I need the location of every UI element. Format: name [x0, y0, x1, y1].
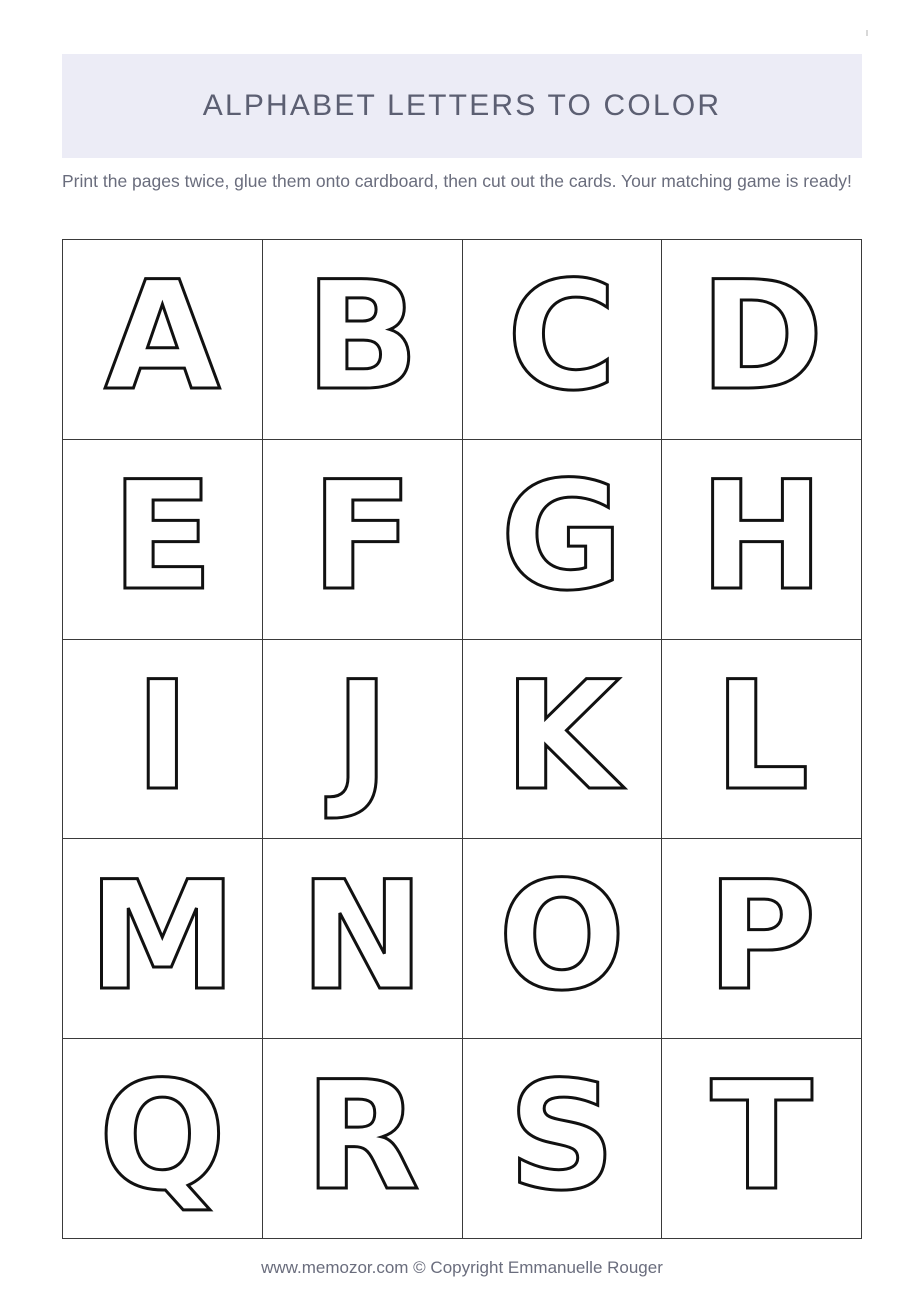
letter-card: [63, 440, 263, 640]
letter-card: [662, 640, 862, 840]
letter-glyph: P: [706, 849, 817, 1024]
letter-card: [463, 640, 663, 840]
letter-glyph: S: [507, 1049, 616, 1224]
letter-card: [263, 1039, 463, 1239]
title-banner: [62, 54, 862, 158]
letter-glyph: T: [710, 1049, 813, 1224]
letter-card: [662, 839, 862, 1039]
letter-card: [463, 240, 663, 440]
letter-glyph: N: [299, 849, 425, 1024]
letter-glyph: R: [304, 1049, 420, 1224]
letter-glyph: C: [506, 250, 617, 425]
footer-copyright: www.memozor.com © Copyright Emmanuelle Rouger: [261, 1258, 663, 1277]
letter-glyph: L: [713, 649, 810, 824]
letter-glyph: G: [500, 450, 624, 625]
letter-card: [662, 240, 862, 440]
letter-glyph: F: [310, 450, 414, 625]
letter-card: [662, 1039, 862, 1239]
letter-card: [263, 240, 463, 440]
letter-card: [662, 440, 862, 640]
letter-card: [63, 1039, 263, 1239]
letter-glyph: J: [334, 649, 391, 824]
letter-glyph: I: [134, 649, 191, 824]
letter-glyph: E: [111, 450, 214, 625]
letter-card: [63, 839, 263, 1039]
instructions-text: Print the pages twice, glue them onto cardboard, then cut out the cards. Your matching game is ready!: [62, 171, 852, 191]
letter-card: [63, 240, 263, 440]
letter-card: [63, 640, 263, 840]
letter-glyph: H: [698, 450, 825, 625]
page-corner-mark: [866, 30, 868, 36]
letter-card: [263, 839, 463, 1039]
letter-glyph: O: [498, 849, 626, 1024]
letter-glyph: D: [699, 250, 824, 425]
letter-card-grid: [62, 239, 862, 1239]
letter-card: [463, 1039, 663, 1239]
letter-glyph: K: [503, 649, 620, 824]
letter-card: [463, 839, 663, 1039]
letter-card: [463, 440, 663, 640]
page-title: ALPHABET LETTERS TO COLOR: [202, 89, 722, 122]
letter-glyph: Q: [98, 1049, 227, 1224]
letter-glyph: M: [87, 849, 238, 1024]
letter-glyph: A: [104, 250, 221, 425]
letter-card: [263, 440, 463, 640]
letter-card: [263, 640, 463, 840]
letter-glyph: B: [304, 250, 420, 425]
